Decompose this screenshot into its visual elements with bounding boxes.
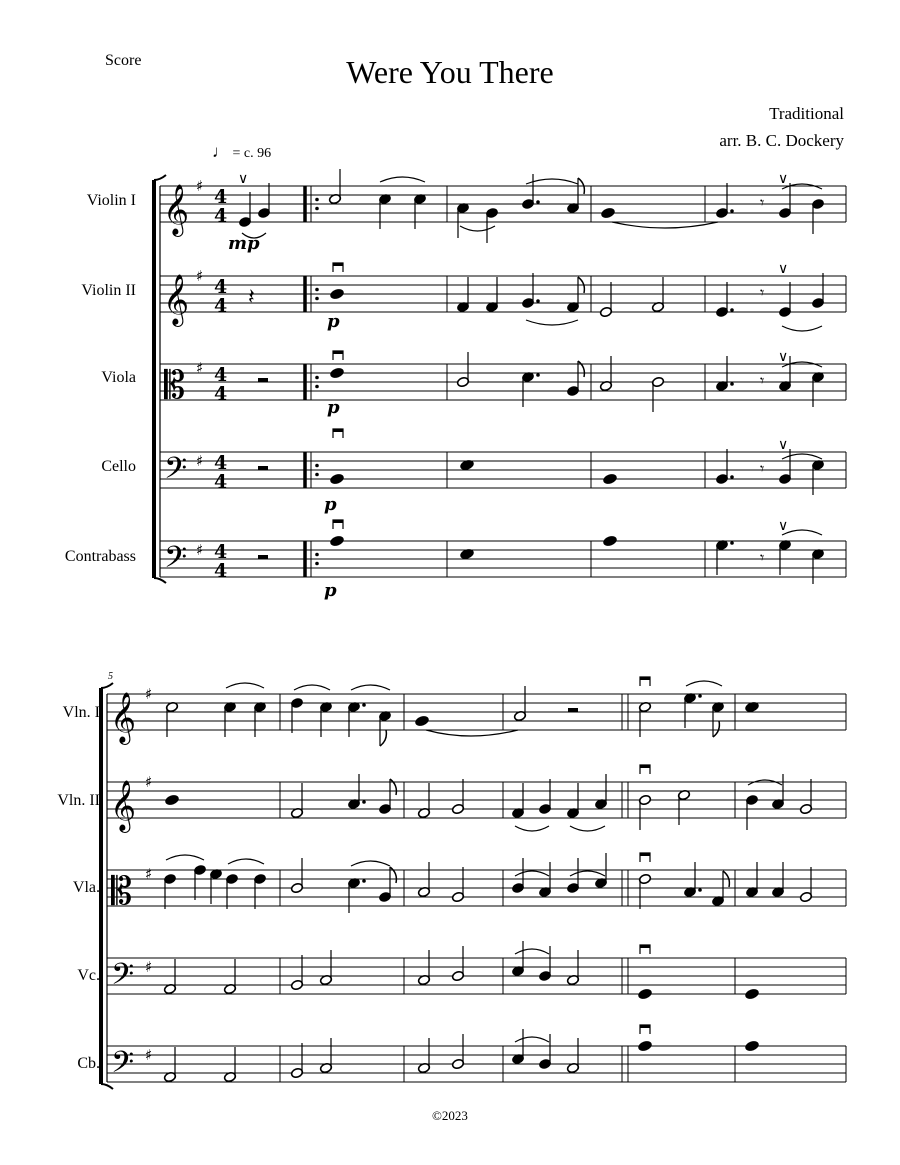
note <box>417 783 430 819</box>
slur <box>226 683 264 688</box>
instrument-name-viola: Viola <box>101 369 136 386</box>
instrument-abbr-violin-1: Vln. I <box>62 704 100 721</box>
sharp-icon: ♯ <box>196 452 204 470</box>
note <box>566 1038 579 1074</box>
note <box>651 277 664 313</box>
time-signature <box>214 364 227 405</box>
note-head <box>330 367 345 379</box>
instrument-abbr-cello: Vc. <box>77 967 100 984</box>
note <box>257 183 270 219</box>
note <box>638 1040 653 1052</box>
quarter-note-icon: ♩ <box>212 142 229 161</box>
note <box>347 877 365 913</box>
note-head <box>165 794 180 806</box>
note <box>511 1029 524 1065</box>
note <box>811 273 824 309</box>
augmentation-dot <box>730 209 734 213</box>
note <box>417 950 430 986</box>
note <box>290 1043 303 1079</box>
note-head <box>601 207 616 219</box>
eighth-rest-icon: 𝄾 <box>760 548 765 567</box>
up-bow-icon: ∨ <box>778 437 789 453</box>
up-bow-icon: ∨ <box>778 349 789 365</box>
bass-clef-icon: 𝄢 <box>164 452 188 493</box>
repeat-dot <box>315 385 319 389</box>
down-bow-bar <box>640 945 650 948</box>
note <box>811 548 824 584</box>
note <box>771 774 784 810</box>
repeat-dot <box>315 198 319 202</box>
note <box>538 862 551 898</box>
note <box>290 697 303 733</box>
repeat-dot <box>315 376 319 380</box>
note <box>417 1038 430 1074</box>
repeat-dot <box>315 288 319 292</box>
note <box>511 941 524 977</box>
note <box>677 789 690 825</box>
half-rest <box>258 466 268 470</box>
slur <box>782 326 822 331</box>
note <box>415 715 430 727</box>
note <box>290 783 303 819</box>
note <box>319 701 332 737</box>
down-bow-icon <box>640 677 650 686</box>
augmentation-dot <box>536 373 540 377</box>
note <box>225 873 238 909</box>
note <box>347 701 365 737</box>
note <box>378 193 391 229</box>
half-rest <box>568 708 578 712</box>
note <box>638 701 651 737</box>
note-head <box>330 535 345 547</box>
slur <box>515 826 549 831</box>
note <box>413 193 426 229</box>
note <box>223 701 236 737</box>
repeat-dot <box>315 553 319 557</box>
note <box>330 473 345 485</box>
note <box>513 686 526 722</box>
dynamic-contrabass: p <box>324 580 337 601</box>
page-title: Were You There <box>346 54 554 90</box>
note <box>163 959 176 995</box>
note <box>638 794 651 830</box>
augmentation-dot <box>730 541 734 545</box>
bass-clef-icon: 𝄢 <box>111 1046 135 1087</box>
note <box>165 701 178 737</box>
note <box>521 371 539 407</box>
instrument-name-contrabass: Contrabass <box>64 548 136 565</box>
time-sig-denominator: 4 <box>214 383 228 405</box>
up-bow-icon: ∨ <box>778 171 789 187</box>
composer-credit: Traditional <box>769 104 844 123</box>
slur <box>515 1037 549 1042</box>
augmentation-dot <box>730 382 734 386</box>
down-bow-icon <box>333 520 343 529</box>
note-head <box>603 473 618 485</box>
note <box>601 207 616 219</box>
note <box>711 871 729 907</box>
slur <box>166 855 204 860</box>
note <box>638 988 653 1000</box>
eighth-rest-icon: 𝄾 <box>760 193 765 212</box>
sharp-icon: ♯ <box>145 1046 153 1064</box>
eighth-rest-icon: 𝄾 <box>760 371 765 390</box>
down-bow-bar <box>640 853 650 856</box>
note <box>290 955 303 991</box>
time-sig-denominator: 4 <box>214 295 228 317</box>
slur <box>526 179 578 184</box>
repeat-dot <box>315 464 319 468</box>
note <box>223 959 236 995</box>
note <box>638 873 651 909</box>
slur <box>782 454 822 459</box>
sharp-icon: ♯ <box>196 177 204 195</box>
note <box>745 862 758 898</box>
treble-clef-icon: 𝄞 <box>163 184 190 235</box>
note <box>778 539 791 575</box>
note <box>799 779 812 815</box>
augmentation-dot <box>730 308 734 312</box>
note <box>651 376 664 412</box>
note <box>319 950 332 986</box>
down-bow-icon <box>333 429 343 438</box>
sharp-icon: ♯ <box>145 773 153 791</box>
note-head <box>638 988 653 1000</box>
bracket-top <box>154 175 166 180</box>
instrument-abbr-contrabass: Cb. <box>77 1055 100 1072</box>
note <box>485 207 498 243</box>
down-bow-icon <box>333 351 343 360</box>
augmentation-dot <box>730 475 734 479</box>
dynamic-viola: p <box>327 397 340 418</box>
note <box>451 946 464 982</box>
bass-clef-icon: 𝄢 <box>164 541 188 582</box>
note <box>328 169 341 205</box>
time-sig-numerator: 4 <box>214 364 228 386</box>
note <box>811 371 824 407</box>
note-head <box>745 1040 760 1052</box>
time-signature <box>214 541 227 582</box>
note <box>603 535 618 547</box>
note <box>451 867 464 903</box>
instrument-abbr-violin-2: Vln. II <box>57 792 100 809</box>
down-bow-bar <box>333 263 343 266</box>
slur <box>460 226 495 231</box>
time-sig-numerator: 4 <box>214 452 228 474</box>
augmentation-dot <box>536 299 540 303</box>
note <box>566 858 579 894</box>
note <box>456 352 469 388</box>
tie <box>612 222 718 228</box>
eighth-rest-icon: 𝄾 <box>760 459 765 478</box>
note <box>456 277 469 313</box>
note <box>566 783 579 819</box>
note <box>566 277 584 313</box>
alto-clef-icon: 𝄡 <box>164 363 186 407</box>
time-signature <box>214 186 227 227</box>
note <box>511 783 524 819</box>
slur <box>570 826 605 831</box>
dynamic-violin-1: mp <box>228 233 260 254</box>
half-rest <box>258 555 268 559</box>
up-bow-icon: ∨ <box>778 261 789 277</box>
slur <box>294 685 330 690</box>
note-head <box>330 473 345 485</box>
note <box>163 1047 176 1083</box>
note <box>417 862 430 898</box>
staff <box>160 276 846 312</box>
note <box>209 868 222 904</box>
down-bow-icon <box>640 853 650 862</box>
dynamic-cello: p <box>324 494 337 515</box>
arranger-credit: arr. B. C. Dockery <box>719 131 844 150</box>
time-sig-numerator: 4 <box>214 541 228 563</box>
time-sig-numerator: 4 <box>214 186 228 208</box>
system-2 <box>101 677 846 1089</box>
note <box>330 367 345 379</box>
augmentation-dot <box>362 800 366 804</box>
instrument-abbr-viola: Vla. <box>72 879 100 896</box>
note <box>238 192 251 228</box>
dynamic-violin-2: p <box>327 311 340 332</box>
note <box>451 779 464 815</box>
augmentation-dot <box>362 703 366 707</box>
note <box>811 198 824 234</box>
sharp-icon: ♯ <box>196 267 204 285</box>
slur <box>515 871 549 876</box>
note <box>165 794 180 806</box>
augmentation-dot <box>698 888 702 892</box>
down-bow-icon <box>640 765 650 774</box>
note <box>223 1047 236 1083</box>
note <box>811 459 824 495</box>
slur <box>526 320 578 325</box>
note <box>330 535 345 547</box>
up-bow-icon: ∨ <box>238 171 249 187</box>
time-sig-numerator: 4 <box>214 276 228 298</box>
copyright: ©2023 <box>432 1108 468 1123</box>
augmentation-dot <box>698 694 702 698</box>
instrument-name-violin-2: Violin II <box>81 282 136 299</box>
down-bow-icon <box>333 263 343 272</box>
augmentation-dot <box>362 879 366 883</box>
note <box>799 867 812 903</box>
eighth-rest-icon: 𝄾 <box>760 283 765 302</box>
treble-clef-icon: 𝄞 <box>163 274 190 325</box>
time-signature <box>214 452 227 493</box>
time-sig-denominator: 4 <box>214 560 228 582</box>
note <box>683 862 701 898</box>
note-flag <box>390 779 396 795</box>
measure-number: 5 <box>108 671 113 682</box>
score-label: Score <box>105 52 142 69</box>
down-bow-icon <box>640 1025 650 1034</box>
sharp-icon: ♯ <box>145 865 153 883</box>
note <box>683 692 701 728</box>
augmentation-dot <box>536 200 540 204</box>
time-signature <box>214 276 227 317</box>
note <box>745 988 760 1000</box>
time-sig-denominator: 4 <box>214 471 228 493</box>
note <box>715 356 733 392</box>
note <box>778 183 791 219</box>
tie <box>426 730 518 736</box>
note <box>456 202 469 238</box>
note <box>330 288 345 300</box>
sharp-icon: ♯ <box>145 958 153 976</box>
up-bow-icon: ∨ <box>778 518 789 534</box>
slur <box>228 859 264 864</box>
note-head <box>603 535 618 547</box>
note-head <box>415 715 430 727</box>
treble-clef-icon: 𝄞 <box>110 780 137 831</box>
repeat-dot <box>315 473 319 477</box>
repeat-dot <box>315 562 319 566</box>
sharp-icon: ♯ <box>145 685 153 703</box>
slur <box>570 871 605 876</box>
sharp-icon: ♯ <box>196 359 204 377</box>
instrument-name-violin-1: Violin I <box>86 192 136 209</box>
note <box>778 282 791 318</box>
note-flag <box>380 730 386 746</box>
note <box>599 282 612 318</box>
note <box>253 873 266 909</box>
repeat-dot <box>315 297 319 301</box>
slur <box>351 861 390 866</box>
note <box>319 1038 332 1074</box>
note-flag <box>578 361 584 377</box>
note <box>594 774 607 810</box>
down-bow-bar <box>640 677 650 680</box>
down-bow-bar <box>333 520 343 523</box>
system-1 <box>154 169 846 584</box>
note-head <box>330 288 345 300</box>
slur <box>515 949 549 954</box>
sharp-icon: ♯ <box>196 541 204 559</box>
time-sig-denominator: 4 <box>214 205 228 227</box>
note <box>603 473 618 485</box>
note <box>594 853 607 889</box>
note <box>745 1040 760 1052</box>
treble-clef-icon: 𝄞 <box>110 692 137 743</box>
instrument-name-cello: Cello <box>101 458 136 475</box>
note <box>347 774 365 810</box>
note <box>253 701 266 737</box>
bass-clef-icon: 𝄢 <box>111 958 135 999</box>
half-rest <box>258 378 268 382</box>
note-head <box>745 988 760 1000</box>
bracket-top <box>101 683 113 688</box>
note <box>290 858 303 894</box>
note <box>778 449 791 485</box>
note <box>715 539 733 575</box>
down-bow-bar <box>640 1025 650 1028</box>
note <box>566 950 579 986</box>
slur <box>686 681 722 686</box>
note <box>378 710 391 746</box>
note <box>451 1034 464 1070</box>
alto-clef-icon: 𝄡 <box>111 869 133 913</box>
note-flag <box>713 721 719 737</box>
note <box>163 873 176 909</box>
tempo-value: = c. 96 <box>232 146 272 161</box>
note <box>485 277 498 313</box>
note <box>538 779 551 815</box>
down-bow-bar <box>333 429 343 432</box>
note-head <box>638 1040 653 1052</box>
down-bow-bar <box>640 765 650 768</box>
down-bow-bar <box>333 351 343 354</box>
down-bow-icon <box>640 945 650 954</box>
note <box>771 862 784 898</box>
repeat-dot <box>315 207 319 211</box>
quarter-rest-icon: 𝄽 <box>248 285 255 310</box>
note <box>193 864 206 900</box>
slur <box>380 177 425 182</box>
note <box>599 356 612 392</box>
note-flag <box>390 867 396 883</box>
note <box>745 794 758 830</box>
slur <box>351 685 390 690</box>
note <box>511 858 524 894</box>
slur <box>242 233 266 238</box>
note <box>711 701 724 737</box>
